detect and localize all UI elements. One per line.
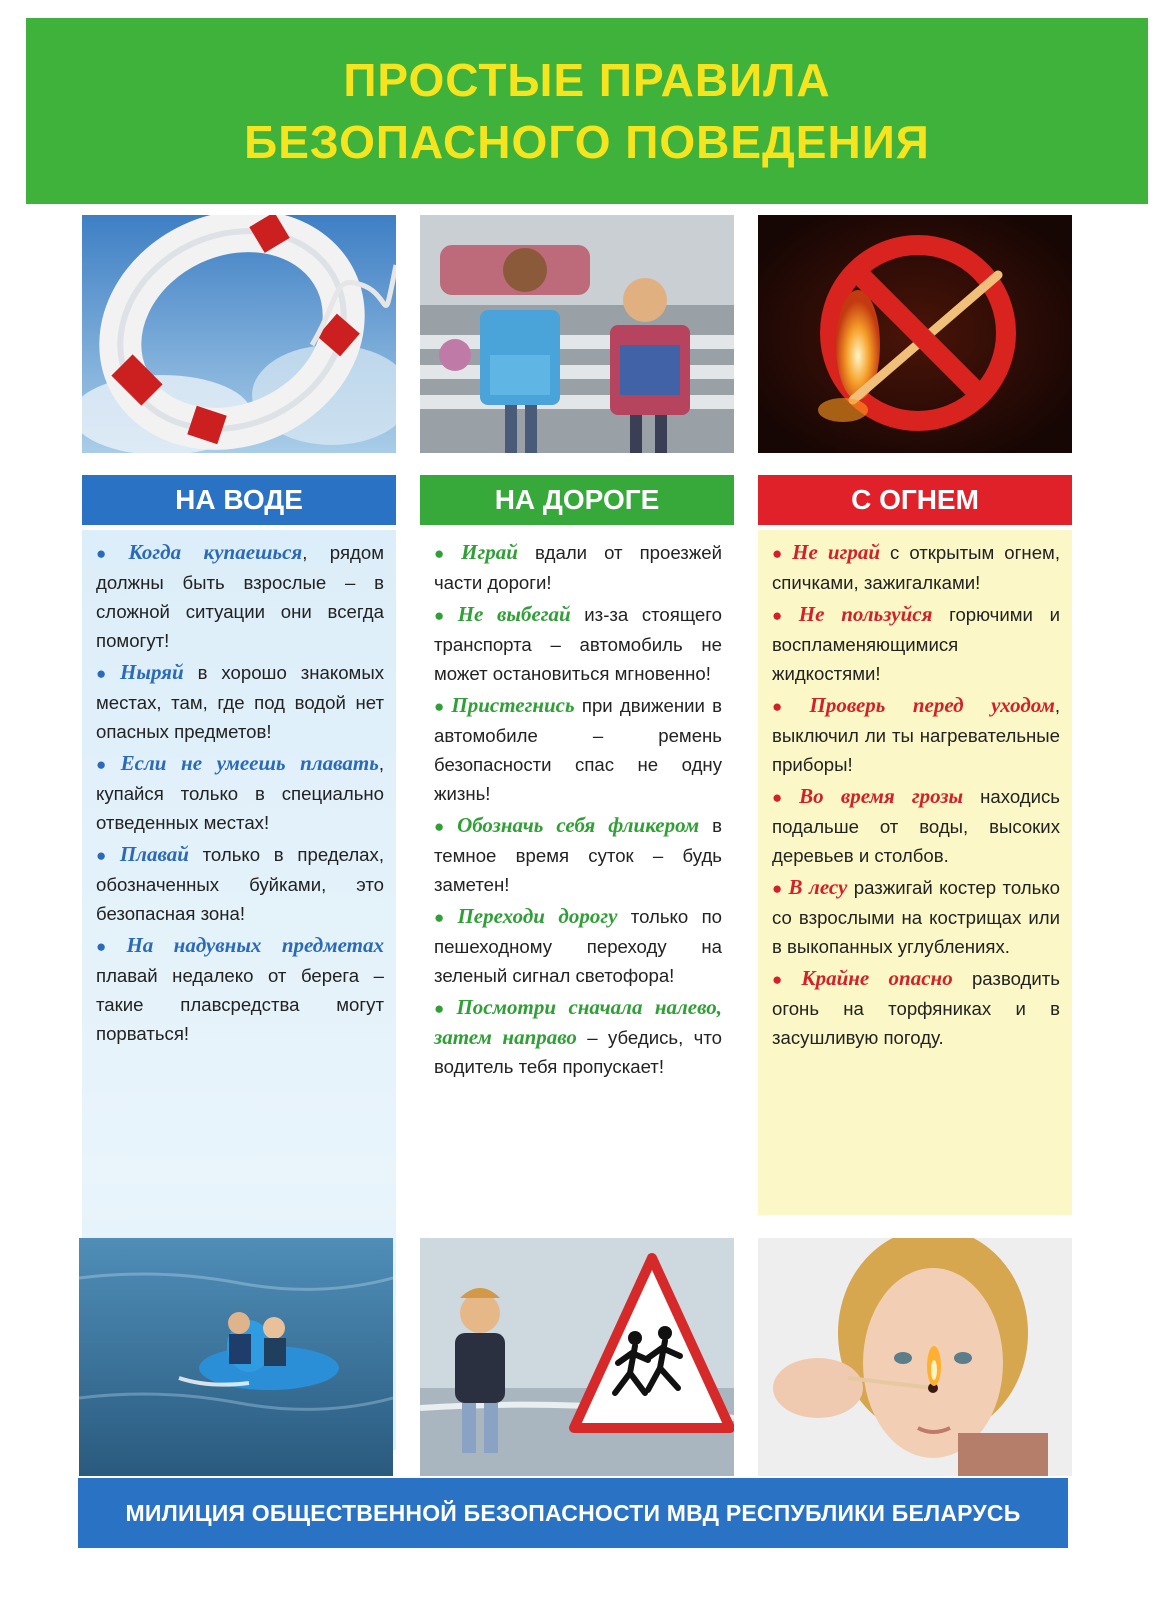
header-title-line-2: БЕЗОПАСНОГО ПОВЕДЕНИЯ [244, 116, 930, 168]
rule-item [772, 538, 1060, 597]
rule-lead: Проверь перед уходом [809, 693, 1055, 717]
bullet-icon: ● [96, 544, 124, 563]
rule-lead: Ныряй [120, 660, 184, 684]
rule-text: , рядом должны быть взрослые – в сложной ситуации они всегда помогут! [96, 542, 384, 651]
bullet-icon: ● [772, 606, 794, 625]
rule-lead: Обозначь себя фликером [457, 813, 700, 837]
rule-lead: Не играй [792, 540, 880, 564]
rule-text: только по пешеходному переходу на зеленый сигнал светофора! [434, 906, 722, 986]
rule-lead: Во время грозы [799, 784, 964, 808]
rule-item [434, 538, 722, 597]
bullet-icon: ● [772, 788, 795, 807]
bullet-icon: ● [772, 544, 788, 563]
rule-lead: Переходи дорогу [457, 904, 618, 928]
column-header-fire: С ОГНЕМ [758, 475, 1072, 525]
rule-text: разжигай костер только со взрослыми на кострищах или в выкопанных углублениях. [772, 877, 1060, 957]
rule-lead: Играй [461, 540, 518, 564]
rule-item [434, 902, 722, 990]
bullet-icon: ● [772, 697, 805, 716]
rule-item [772, 873, 1060, 961]
column-header-road: НА ДОРОГЕ [420, 475, 734, 525]
rule-item [96, 840, 384, 928]
child-with-match-icon [758, 1238, 1072, 1476]
rule-lead: Посмотри сначала налево, затем направо [434, 995, 722, 1049]
rule-item [434, 811, 722, 899]
rule-lead: Если не умеешь плавать [120, 751, 379, 775]
rule-item [434, 600, 722, 688]
rule-lead: Крайне опасно [801, 966, 953, 990]
rule-item [772, 964, 1060, 1052]
bullet-icon: ● [96, 664, 116, 683]
rule-text: только в пределах, обозначенных буйками, это безопасная зона! [96, 844, 384, 924]
rule-lead: Плавай [119, 842, 189, 866]
rule-lead: Не выбегай [457, 602, 571, 626]
page-header [26, 18, 1148, 204]
bullet-icon: ● [434, 697, 447, 716]
rule-item [772, 782, 1060, 870]
rule-text: – убедись, что водитель тебя пропускает! [434, 1027, 722, 1077]
rule-text: в хорошо знакомых местах, там, где под водой нет опасных предметов! [96, 662, 384, 742]
rule-item [96, 931, 384, 1048]
header-title-line-1: ПРОСТЫЕ ПРАВИЛА [343, 54, 831, 106]
rule-item [96, 658, 384, 746]
bullet-icon: ● [434, 999, 452, 1018]
bullet-icon: ● [96, 846, 115, 865]
rule-text: вдали от проезжей части дороги! [434, 542, 722, 593]
rule-lead: Не пользуйся [798, 602, 933, 626]
rule-lead: Пристегнись [451, 693, 575, 717]
rule-text: из-за стоящего транспорта – автомобиль не может остановиться мгновенно! [434, 604, 722, 684]
rule-text: с открытым огнем, спичками, зажигалками! [772, 542, 1060, 593]
bullet-icon: ● [434, 908, 453, 927]
rule-item [434, 691, 722, 808]
no-fire-icon [758, 215, 1072, 453]
children-crossing-icon [420, 215, 734, 453]
footer-banner: МИЛИЦИЯ ОБЩЕСТВЕННОЙ БЕЗОПАСНОСТИ МВД РЕСПУБЛИКИ БЕЛАРУСЬ [78, 1478, 1068, 1548]
rule-text: в темное время суток – будь заметен! [434, 815, 722, 895]
rules-list-fire [758, 530, 1072, 1215]
rule-text: находись подальше от воды, высоких деревьев и столбов. [772, 786, 1060, 866]
rule-lead: На надувных предметах [126, 933, 384, 957]
swimming-children-icon [79, 1238, 393, 1476]
rule-lead: В лесу [788, 875, 848, 899]
rule-text: горючими и воспламеняющимися жидкостями! [772, 604, 1060, 684]
bullet-icon: ● [772, 970, 797, 989]
bullet-icon: ● [772, 879, 784, 898]
bullet-icon: ● [96, 937, 122, 956]
rule-text: при движении в автомобиле – ремень безопасности спас не одну жизнь! [434, 695, 722, 804]
rule-lead: Когда купаешься [128, 540, 303, 564]
rule-item [96, 538, 384, 655]
column-header-water: НА ВОДЕ [82, 475, 396, 525]
rule-item [772, 600, 1060, 688]
rule-item [96, 749, 384, 837]
rule-item [772, 691, 1060, 779]
rule-text: плавай недалеко от берега – такие плавсредства могут порваться! [96, 965, 384, 1044]
rule-item [434, 993, 722, 1081]
road-warning-sign-icon [420, 1238, 734, 1476]
rule-text: , купайся только в специально отведенных местах! [96, 753, 384, 833]
bullet-icon: ● [96, 755, 116, 774]
bullet-icon: ● [434, 544, 457, 563]
bullet-icon: ● [434, 817, 453, 836]
lifebuoy-icon [82, 215, 396, 453]
bullet-icon: ● [434, 606, 453, 625]
rule-text: разводить огонь на торфяниках и в засушливую погоду. [772, 968, 1060, 1048]
rule-text: , выключил ли ты нагревательные приборы! [772, 695, 1060, 775]
